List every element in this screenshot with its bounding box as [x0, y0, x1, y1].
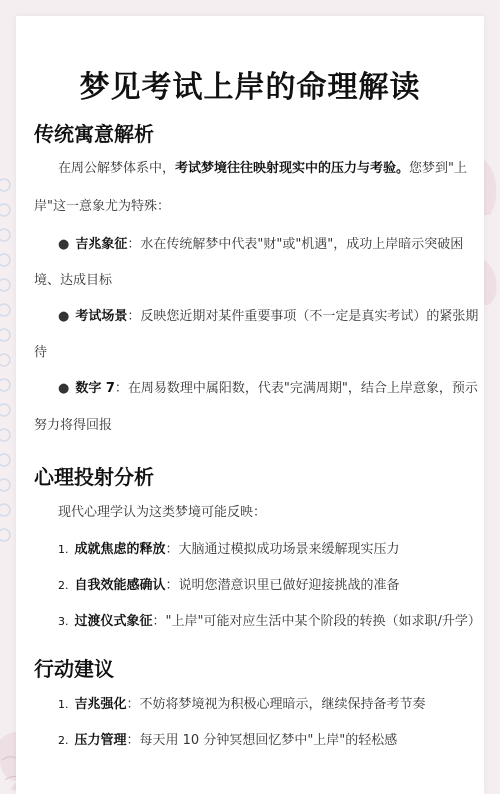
list-item-label: 成就焦虑的释放	[74, 542, 166, 557]
bullet-1-line-2: 境、达成目标	[34, 273, 113, 288]
section-heading-action: 行动建议	[34, 657, 114, 681]
list-number: 3.	[58, 615, 69, 628]
bullet-3-text: ：在周易数理中属阳数，代表"完满周期"，结合上岸意象，预示	[114, 381, 478, 396]
intro-post: 您梦到"上	[409, 161, 468, 176]
page-title: 梦见考试上岸的命理解读	[79, 70, 421, 105]
list-item	[58, 538, 400, 557]
list-item-label: 压力管理	[74, 733, 127, 748]
list-item-text: ：大脑通过模拟成功场景来缓解现实压力	[165, 542, 400, 557]
list-item-text: ：说明您潜意识里已做好迎接挑战的准备	[165, 578, 400, 593]
list-number: 1.	[58, 698, 69, 711]
bullet-2-line-2: 待	[34, 345, 48, 360]
list-item	[58, 693, 426, 712]
list-item-text: ：每天用 10 分钟冥想回忆梦中"上岸"的轻松感	[126, 733, 398, 748]
bullet-1-line-1	[58, 233, 463, 252]
list-item-label: 吉兆强化	[74, 697, 127, 712]
intro-line-2: 岸"这一意象尤为特殊：	[34, 199, 170, 214]
bullet-dot-icon: ●	[58, 309, 70, 324]
list-number: 1.	[58, 543, 69, 556]
section-heading-traditional: 传统寓意解析	[34, 122, 154, 146]
psychology-intro: 现代心理学认为这类梦境可能反映：	[58, 505, 267, 520]
list-item-text: ："上岸"可能对应生活中某个阶段的转换（如求职/升学）	[152, 614, 481, 629]
article-card	[16, 16, 484, 794]
bullet-2-text: ：反映您近期对某件重要事项（不一定是真实考试）的紧张期	[127, 309, 479, 324]
bullet-1-text: ：水在传统解梦中代表"财"或"机遇"，成功上岸暗示突破困	[127, 237, 464, 252]
bullet-2-label: 考试场景	[75, 309, 128, 324]
section-heading-psychology: 心理投射分析	[34, 465, 154, 489]
intro-line-1	[58, 157, 467, 176]
list-item	[58, 574, 400, 593]
list-item	[58, 729, 397, 748]
bullet-3-line-1	[58, 377, 478, 396]
bullet-3-label: 数字 7	[75, 381, 115, 396]
list-item	[58, 610, 481, 629]
bullet-dot-icon: ●	[58, 381, 70, 396]
list-item-label: 过渡仪式象征	[74, 614, 153, 629]
bullet-2-line-1	[58, 305, 478, 324]
intro-pre: 在周公解梦体系中，	[58, 161, 176, 176]
bullet-3-line-2: 努力将得回报	[34, 418, 113, 433]
bullet-dot-icon: ●	[58, 237, 70, 252]
list-number: 2.	[58, 579, 69, 592]
list-item-text: ：不妨将梦境视为积极心理暗示，继续保持备考节奏	[126, 697, 426, 712]
list-item-label: 自我效能感确认	[74, 578, 166, 593]
list-number: 2.	[58, 734, 69, 747]
bullet-1-label: 吉兆象征	[75, 237, 128, 252]
intro-bold: 考试梦境往往映射现实中的压力与考验。	[175, 161, 410, 176]
